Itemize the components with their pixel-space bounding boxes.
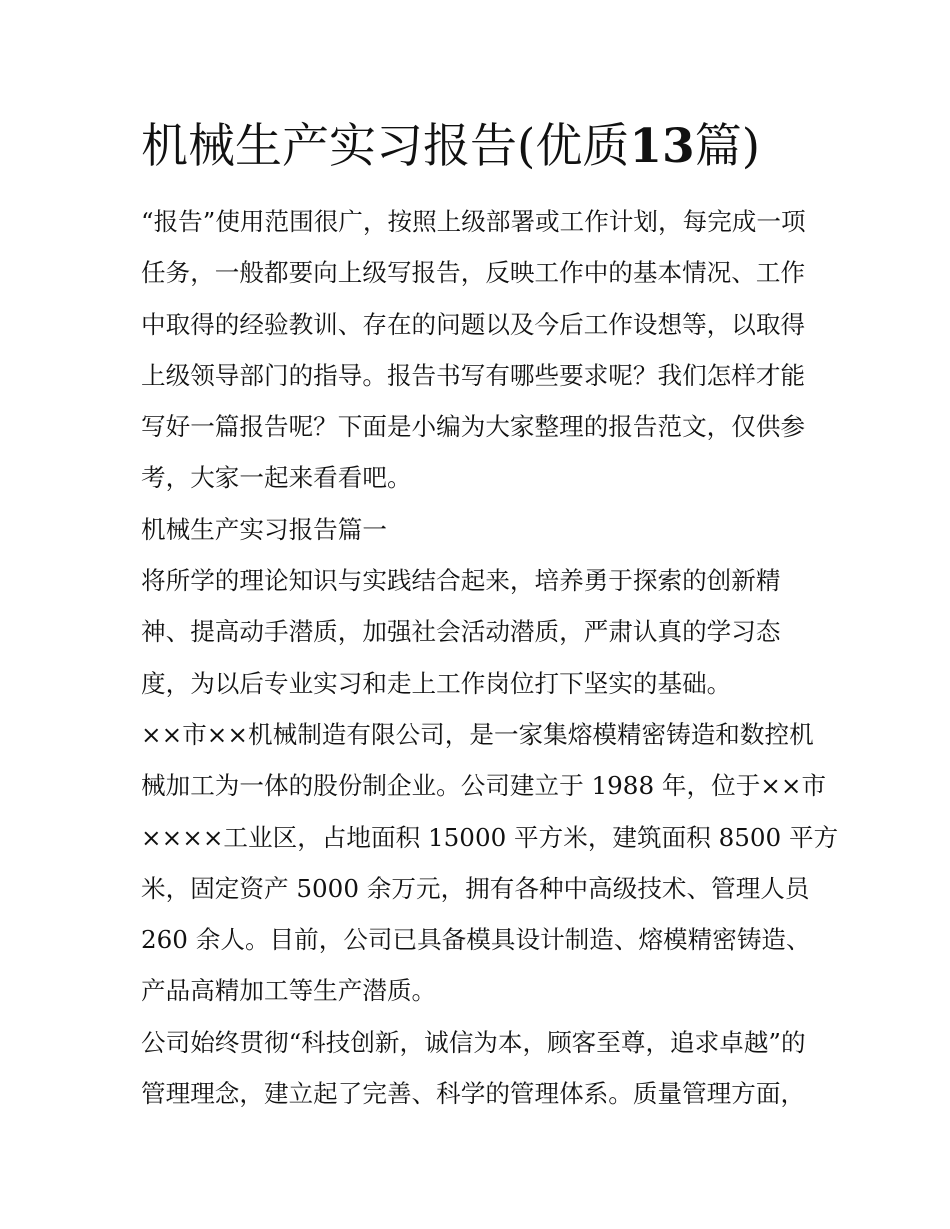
document-body <box>141 196 839 1119</box>
company-paragraph <box>141 709 839 1017</box>
text-line: 管理理念，建立起了完善、科学的管理体系。质量管理方面， <box>141 1079 806 1109</box>
text-line: 械加工为一体的股份制企业。公司建立于 1988 年，位于××市 <box>141 771 827 801</box>
text-line: 上级领导部门的指导。报告书写有哪些要求呢？我们怎样才能 <box>141 360 806 390</box>
text-line: 公司始终贯彻“科技创新，诚信为本，顾客至尊，追求卓越”的 <box>141 1027 806 1057</box>
title-prefix: 机械生产实习报告(优质 <box>141 119 630 174</box>
section-heading <box>141 504 821 555</box>
title-number: 13 <box>629 119 695 174</box>
text-line: 任务，一般都要向上级写报告，反映工作中的基本情况、工作 <box>141 258 806 288</box>
text-line: 写好一篇报告呢？下面是小编为大家整理的报告范文，仅供参 <box>141 412 806 442</box>
intro-paragraph <box>141 196 821 504</box>
text-line: 将所学的理论知识与实践结合起来，培养勇于探索的创新精 <box>141 566 781 596</box>
text-line: 考，大家一起来看看吧。 <box>141 463 412 493</box>
text-line: “报告”使用范围很广，按照上级部署或工作计划，每完成一项 <box>141 207 806 236</box>
text-line: 机械生产实习报告篇一 <box>141 514 387 544</box>
text-line: 中取得的经验教训、存在的问题以及今后工作设想等，以取得 <box>141 309 806 339</box>
text-line: ××××工业区，占地面积 15000 平方米，建筑面积 8500 平方 <box>141 822 839 852</box>
text-line: 260 余人。目前，公司已具备模具设计制造、熔模精密铸造、 <box>141 925 811 955</box>
title-suffix: 篇) <box>694 119 761 174</box>
goal-paragraph <box>141 555 821 709</box>
text-line: 产品高精加工等生产潜质。 <box>141 976 437 1006</box>
text-line: 神、提高动手潜质，加强社会活动潜质，严肃认真的学习态 <box>141 617 781 647</box>
text-line: 米，固定资产 5000 余万元，拥有各种中高级技术、管理人员 <box>141 873 810 903</box>
document-title <box>141 116 841 178</box>
text-line: ××市××机械制造有限公司，是一家集熔模精密铸造和数控机 <box>141 719 814 749</box>
philosophy-paragraph <box>141 1017 821 1120</box>
text-line: 度，为以后专业实习和走上工作岗位打下坚实的基础。 <box>141 668 732 698</box>
